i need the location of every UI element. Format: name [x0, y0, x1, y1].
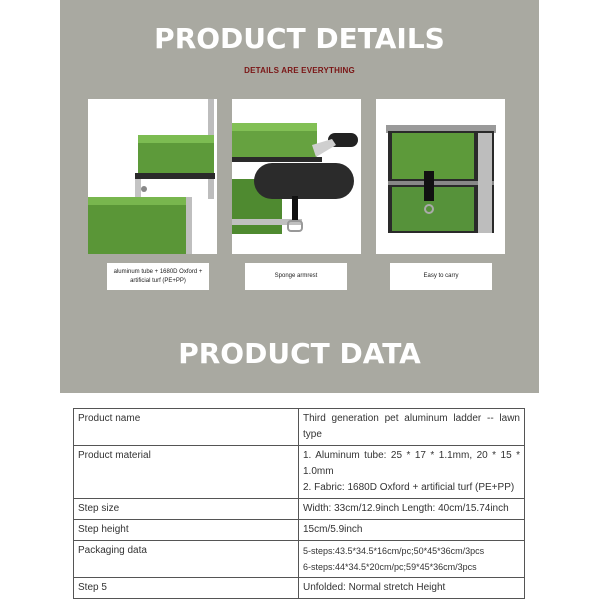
spec-label: Product material — [74, 446, 299, 499]
spec-value-line: 6-steps:44*34.5*20cm/pc;59*45*36cm/3pcs — [303, 562, 477, 572]
caption-armrest: Sponge armrest — [245, 263, 347, 290]
spec-label: Product name — [74, 409, 299, 446]
spec-label: Step height — [74, 520, 299, 541]
table-row — [74, 520, 525, 541]
product-data-table — [73, 408, 525, 599]
table-row — [74, 541, 525, 578]
detail-photo-carry — [376, 99, 505, 254]
detail-photo-material — [88, 99, 217, 254]
page-title: PRODUCT DETAILS — [154, 22, 445, 55]
product-details-banner — [60, 0, 539, 393]
spec-value — [299, 446, 525, 499]
spec-value: Width: 33cm/12.9inch Length: 40cm/15.74inch — [299, 499, 525, 520]
spec-value-line: 2. Fabric: 1680D Oxford + artificial turf (PE+PP) — [303, 482, 515, 493]
spec-value: Third generation pet aluminum ladder -- lawn type — [299, 409, 525, 446]
section-title: PRODUCT DATA — [178, 337, 421, 370]
spec-label: Step 5 — [74, 578, 299, 599]
caption-material: aluminum tube + 1680D Oxford + artificial turf (PE+PP) — [107, 263, 209, 290]
table-row — [74, 409, 525, 446]
spec-value-line: 1. Aluminum tube: 25 * 17 * 1.1mm, 20 * 15 * 1.0mm — [303, 450, 520, 477]
detail-photo-armrest — [232, 99, 361, 254]
table-row — [74, 578, 525, 599]
spec-value-line: 5-steps:43.5*34.5*16cm/pc;50*45*36cm/3pcs — [303, 546, 485, 556]
table-row — [74, 446, 525, 499]
spec-value — [299, 541, 525, 578]
spec-value: Unfolded: Normal stretch Height — [299, 578, 525, 599]
page-subtitle: DETAILS ARE EVERYTHING — [244, 66, 355, 75]
spec-value: 15cm/5.9inch — [299, 520, 525, 541]
spec-label: Step size — [74, 499, 299, 520]
caption-carry: Easy to carry — [390, 263, 492, 290]
table-row — [74, 499, 525, 520]
spec-label: Packaging data — [74, 541, 299, 578]
